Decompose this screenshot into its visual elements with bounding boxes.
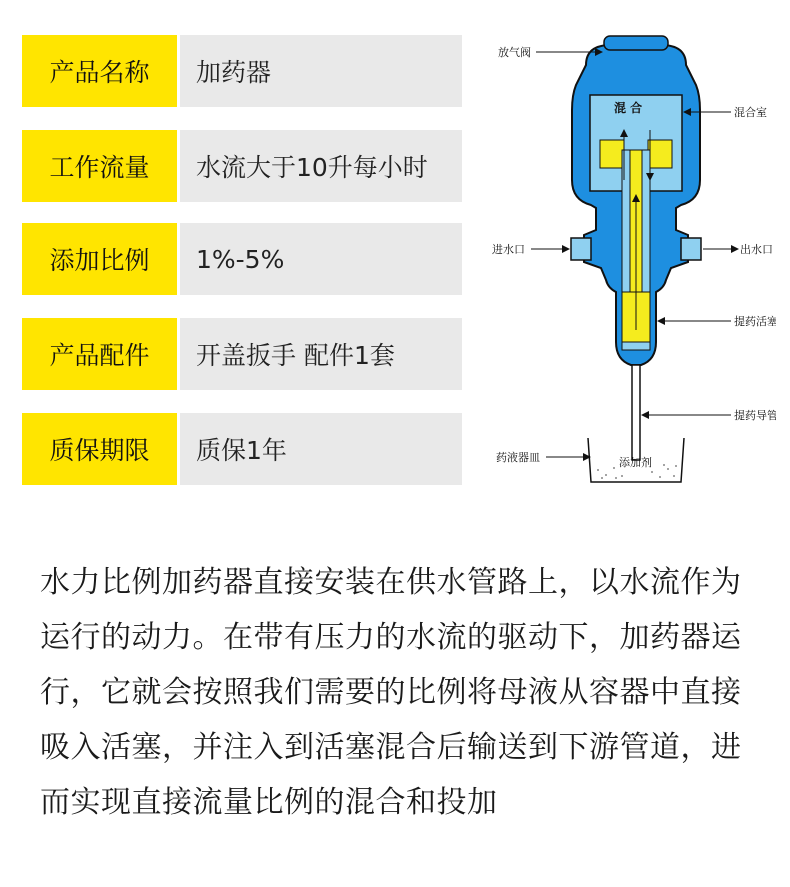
spec-key: 添加比例 [22,223,177,295]
spec-value: 质保1年 [180,413,462,485]
label-container: 药液器皿 [496,451,540,464]
spec-value: 开盖扳手 配件1套 [180,318,462,390]
spec-key: 产品名称 [22,35,177,107]
spec-key: 工作流量 [22,130,177,202]
spec-value: 水流大于10升每小时 [180,130,462,202]
spec-row-accessories [22,318,462,390]
piston-left-block [600,140,624,168]
label-suction-tube: 提药导管 [734,409,776,422]
label-piston: 提药活塞 [734,315,776,328]
spec-row-flow-rate [22,130,462,202]
inlet-fitting [571,238,591,260]
spec-key: 产品配件 [22,318,177,390]
dosing-pump-diagram [476,30,776,500]
suction-tube [632,365,640,460]
label-vent-valve: 放气阀 [498,46,531,59]
label-additive: 添加剂 [619,456,652,469]
spec-row-warranty [22,413,462,485]
spec-row-ratio [22,223,462,295]
spec-row-product-name [22,35,462,107]
label-water-inlet: 进水口 [492,243,525,256]
spec-value: 加药器 [180,35,462,107]
label-mixing-chamber: 混合室 [734,106,767,119]
vent-valve [604,36,668,50]
label-water-outlet: 出水口 [740,243,773,256]
spec-key: 质保期限 [22,413,177,485]
piston-right-block [648,140,672,168]
diagram-svg [476,30,776,500]
spec-value: 1%-5% [180,223,462,295]
outlet-fitting [681,238,701,260]
product-description: 水力比例加药器直接安装在供水管路上，以水流作为运行的动力。在带有压力的水流的驱动下，加药器运行，它就会按照我们需要的比例将母液从容器中直接吸入活塞，并注入到活塞混合后输送到下游管道，进而实现直接流量比例的混合和投加 [40,565,742,820]
label-mixing-text: 混 合 [614,101,643,115]
